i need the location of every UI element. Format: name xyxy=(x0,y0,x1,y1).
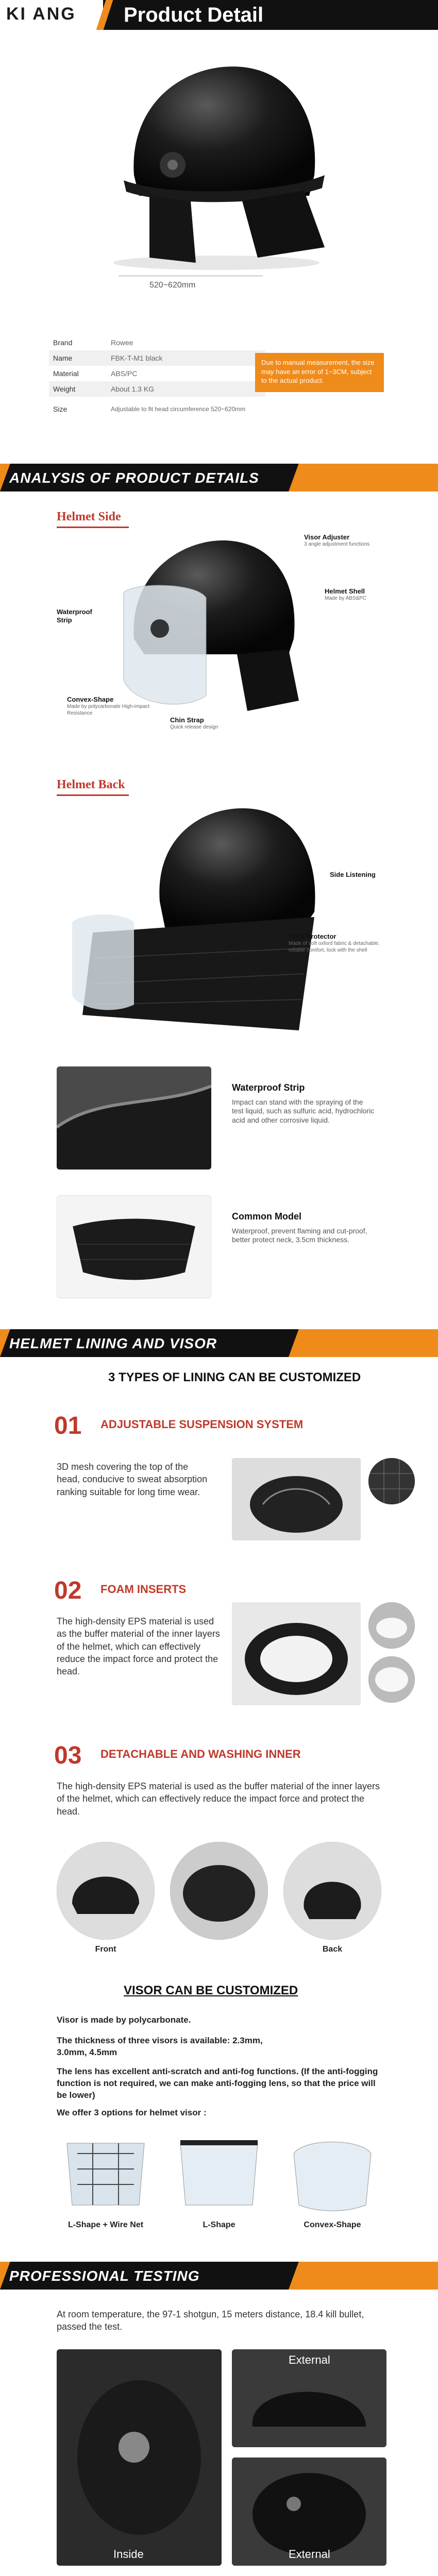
common-model-desc: Common Model Waterproof, prevent flaming and cut-proof, better protect neck, 3.5cm thickness. xyxy=(232,1211,367,1244)
foam-insert-detail-1 xyxy=(368,1602,415,1649)
section-header-analysis: ANALYSIS OF PRODUCT DETAILS xyxy=(0,464,438,492)
test-photo-inside: Inside xyxy=(57,2349,222,2566)
callout-convex-shape: Convex-Shape Made by polycarbonate High-impact Resistance xyxy=(67,696,150,716)
dimension-label: 520~620mm xyxy=(149,281,196,290)
visor-option-3-image xyxy=(283,2133,381,2215)
callout-chin-strap: Chin Strap Quick release design xyxy=(170,716,218,731)
lining-item-desc: The high-density EPS material is used as the buffer material of the inner layers of the helmet, which can effectively reduce the impact force and protect the head. xyxy=(57,1781,380,1817)
callout-neck-protector: Neck Protector Made of soft oxford fabric & detachable, reliable comfort, lock with the shell xyxy=(289,933,380,953)
lining-item-title: FOAM INSERTS xyxy=(100,1583,187,1596)
waterproof-strip-photo xyxy=(57,1066,211,1170)
top-banner xyxy=(0,0,438,30)
callout-visor-adjuster: Visor Adjuster 3 angle adjustment functions xyxy=(304,533,370,548)
lining-item-title: DETACHABLE AND WASHING INNER xyxy=(100,1748,301,1760)
helmet-side-title: Helmet Side xyxy=(57,510,121,523)
hero-helmet-image xyxy=(88,41,350,278)
item-number: 03 xyxy=(54,1742,82,1769)
spec-row: Name FBK-T-M1 black xyxy=(49,350,265,366)
callout-waterproof-strip: Waterproof Strip xyxy=(57,608,92,624)
waterproof-strip-desc: Waterproof Strip Impact can stand with the spraying of the test liquid, such as sulfuric acid, hydrochloric acid and other corrosive liquid. xyxy=(232,1082,375,1124)
inner-back-photo xyxy=(283,1842,381,1940)
helmet-side-image xyxy=(103,526,309,721)
visor-option-2-image xyxy=(170,2133,268,2215)
test-photo-external-2: External xyxy=(232,2458,386,2566)
visor-text-2: The thickness of three visors is available: 2.3mm, 3.0mm, 4.5mm xyxy=(57,2036,263,2057)
page-title: Product Detail xyxy=(103,0,438,30)
lining-item-desc: 3D mesh covering the top of the head, conducive to sweat absorption ranking suitable for long time wear. xyxy=(57,1462,208,1497)
visor-option-2: L-Shape xyxy=(203,2221,235,2229)
inner-front-photo xyxy=(57,1842,155,1940)
callout-side-listening: Side Listening xyxy=(330,871,376,878)
test-photo-external-1: External xyxy=(232,2349,386,2447)
visor-text-3: The lens has excellent anti-scratch and anti-fog functions. (If the anti-fogging function is not required, we can make anti-fogging lens, so that the price will be lower) xyxy=(57,2066,378,2100)
brand-logo: KI ANG xyxy=(6,4,76,24)
item-number: 02 xyxy=(54,1577,82,1604)
lining-item-desc: The high-density EPS material is used as the buffer material of the inner layers of the helmet, which can effectively reduce the impact force and protect the head. xyxy=(57,1616,220,1677)
lining-photo-2 xyxy=(232,1602,361,1705)
testing-text-1: At room temperature, the 97-1 shotgun, 15 meters distance, 18.4 kill bullet, passed the test. xyxy=(57,2309,364,2332)
lining-item-title: ADJUSTABLE SUSPENSION SYSTEM xyxy=(100,1418,304,1431)
lining-heading: 3 TYPES OF LINING CAN BE CUSTOMIZED xyxy=(108,1370,361,1384)
item-number: 01 xyxy=(54,1412,82,1439)
helmet-back-title: Helmet Back xyxy=(57,778,125,791)
visor-option-1: L-Shape + Wire Net xyxy=(68,2221,144,2229)
callout-helmet-shell: Helmet Shell Made by ABS&PC xyxy=(325,587,367,602)
spec-row: Size Adjustable to fit head circumference 520~620mm xyxy=(53,405,246,413)
lining-photo-1 xyxy=(232,1458,361,1540)
section-header-testing: PROFESSIONAL TESTING xyxy=(0,2262,438,2290)
common-model-photo xyxy=(57,1195,211,1298)
back-label: Back xyxy=(322,1945,343,1954)
front-label: Front xyxy=(95,1945,116,1954)
helmet-back-image xyxy=(62,788,330,1036)
visor-option-3: Convex-Shape xyxy=(304,2221,361,2229)
spec-row: Weight About 1.3 KG xyxy=(49,381,265,397)
visor-heading: VISOR CAN BE CUSTOMIZED xyxy=(124,1984,298,1997)
visor-text-4: We offer 3 options for helmet visor : xyxy=(57,2108,207,2117)
section-header-lining: HELMET LINING AND VISOR xyxy=(0,1329,438,1357)
lining-photo-detail xyxy=(368,1458,415,1504)
visor-option-1-image xyxy=(57,2133,155,2215)
spec-row: Brand Rowee xyxy=(53,338,133,347)
measurement-note: Due to manual measurement, the size may have an error of 1~3CM, subject to the actual product. xyxy=(255,353,384,392)
foam-insert-detail-2 xyxy=(368,1656,415,1703)
spec-table xyxy=(49,335,265,421)
visor-text-1: Visor is made by polycarbonate. xyxy=(57,2015,191,2025)
inner-middle-photo xyxy=(170,1842,268,1940)
spec-row: Material ABS/PC xyxy=(53,369,138,378)
